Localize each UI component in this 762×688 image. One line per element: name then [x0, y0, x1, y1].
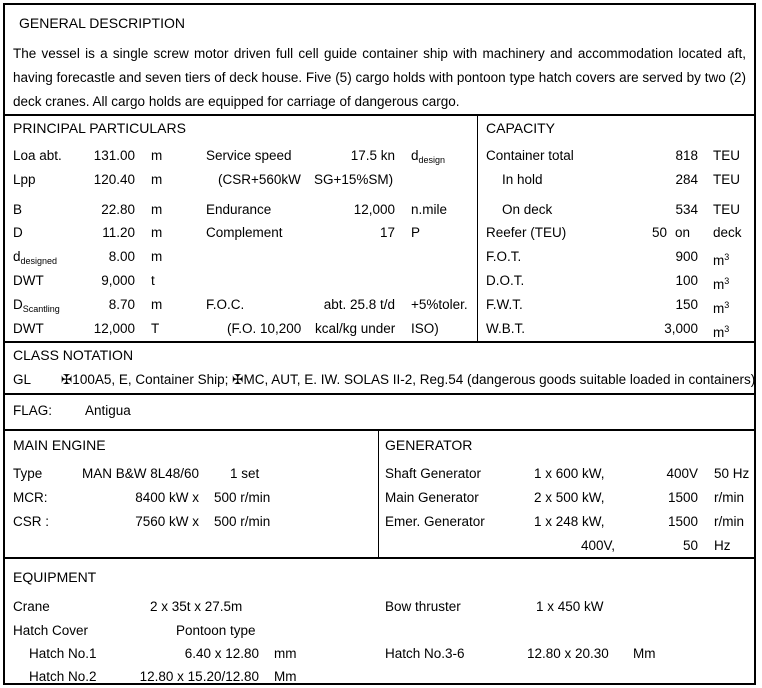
loa-label: Loa abt. [13, 148, 62, 163]
on-deck-label: On deck [502, 202, 553, 217]
engine-type-value: MAN B&W 8L48/60 [82, 466, 200, 481]
lpp-unit: m [151, 172, 163, 187]
crane-value: 2 x 35t x 27.5m [150, 599, 243, 614]
class-title: CLASS NOTATION [13, 347, 134, 363]
mcr-label: MCR: [13, 490, 48, 505]
wbt-label: W.B.T. [486, 321, 526, 336]
container-total-value: 818 [675, 148, 698, 163]
flag-label: FLAG: [13, 403, 53, 418]
hatch-1-label: Hatch No.1 [29, 646, 97, 661]
spec-sheet [3, 3, 756, 685]
emer-generator-unit: r/min [714, 514, 744, 529]
complement-unit: P [411, 225, 421, 240]
bow-thruster-value: 1 x 450 kW [536, 599, 604, 614]
in-hold-unit: TEU [713, 172, 740, 187]
in-hold-label: In hold [502, 172, 543, 187]
mcr-rpm: 500 r/min [214, 490, 271, 505]
emer-generator-freq: 50 [682, 538, 698, 553]
flag-section [5, 395, 754, 431]
endurance-label: Endurance [206, 202, 272, 217]
dwt-scantling-label: DWT [13, 321, 44, 336]
service-speed-note-sg: SG+15%SM) [314, 172, 394, 187]
general-title: GENERAL DESCRIPTION [19, 15, 185, 31]
d-scantling-unit: m [151, 297, 163, 312]
bow-thruster-label: Bow thruster [385, 599, 461, 614]
on-deck-value: 534 [675, 202, 698, 217]
capacity-title: CAPACITY [486, 120, 555, 136]
d-scantling-value: 8.70 [108, 297, 135, 312]
endurance-value: 12,000 [353, 202, 395, 217]
shaft-generator-label: Shaft Generator [385, 466, 482, 481]
fwt-label: F.W.T. [486, 297, 523, 312]
d-designed-value: 8.00 [108, 249, 135, 264]
endurance-unit: n.mile [411, 202, 448, 217]
class-gl: GL [13, 372, 32, 387]
dwt-scantling-value: 12,000 [93, 321, 135, 336]
hatch-3-6-value: 12.80 x 20.30 [527, 646, 609, 661]
particulars-divider [477, 116, 478, 341]
hatch-2-unit: Mm [274, 669, 297, 684]
dot-value: 100 [675, 273, 698, 288]
fwt-value: 150 [675, 297, 698, 312]
foc-note-iso: ISO) [411, 321, 439, 336]
wbt-unit: $m^3$ [713, 324, 730, 340]
emer-generator-qty: 1 x 248 kW, [534, 514, 605, 529]
dwt-scantling-unit: T [151, 321, 160, 336]
emer-generator-speed: 1500 [667, 514, 698, 529]
hatch-3-6-label: Hatch No.3-6 [385, 646, 465, 661]
foc-tolerance: +5%toler. [411, 297, 468, 312]
hatch-2-label: Hatch No.2 [29, 669, 97, 684]
engine-title: MAIN ENGINE [13, 437, 106, 453]
loa-value: 131.00 [93, 148, 135, 163]
main-generator-speed: 1500 [667, 490, 698, 505]
b-value: 22.80 [101, 202, 135, 217]
generator-title: GENERATOR [385, 437, 473, 453]
fot-value: 900 [675, 249, 698, 264]
d-unit: m [151, 225, 163, 240]
emer-generator-voltage: 400V, [581, 538, 616, 553]
foc-note-kcal: kcal/kg under [315, 321, 396, 336]
emer-generator-label: Emer. Generator [385, 514, 485, 529]
wbt-value: 3,000 [664, 321, 698, 336]
hatch-cover-label: Hatch Cover [13, 623, 89, 638]
container-total-label: Container total [486, 148, 574, 163]
dwt-value: 9,000 [101, 273, 135, 288]
main-generator-qty: 2 x 500 kW, [534, 490, 605, 505]
foc-label: F.O.C. [206, 297, 245, 312]
reefer-deck: deck [713, 225, 742, 240]
d-designed-label: $d_{designed}$ [13, 249, 58, 266]
foc-note-fo: (F.O. 10,200 [227, 321, 302, 336]
complement-value: 17 [379, 225, 395, 240]
container-total-unit: TEU [713, 148, 740, 163]
equipment-title: EQUIPMENT [13, 569, 97, 585]
fwt-unit: $m^3$ [713, 300, 730, 316]
b-label: B [13, 202, 23, 217]
reefer-value: 50 [651, 225, 667, 240]
d-label: D [13, 225, 23, 240]
hatch-cover-type: Pontoon type [176, 623, 256, 638]
equipment-section [5, 559, 754, 683]
mcr-value: 8400 kW x [135, 490, 199, 505]
d-designed-unit: m [151, 249, 163, 264]
class-notation-text: ✠100A5, E, Container Ship; ✠MC, AUT, E. IW. SOLAS II-2, Reg.54 (dangerous goods suitable loaded in containers) [61, 372, 756, 387]
general-section [5, 5, 754, 116]
shaft-generator-voltage: 400V [666, 466, 698, 481]
reefer-on: on [675, 225, 691, 240]
service-speed-draft: $d_{design}$ [411, 148, 446, 165]
csr-value: 7560 kW x [135, 514, 199, 529]
fot-label: F.O.T. [486, 249, 522, 264]
emer-generator-hz: Hz [714, 538, 731, 553]
b-unit: m [151, 202, 163, 217]
crane-label: Crane [13, 599, 50, 614]
engine-section [5, 431, 754, 559]
hatch-1-unit: mm [274, 646, 297, 661]
service-speed-label: Service speed [206, 148, 292, 163]
csr-label: CSR : [13, 514, 50, 529]
engine-type-set: 1 set [230, 466, 260, 481]
hatch-3-6-unit: Mm [633, 646, 656, 661]
on-deck-unit: TEU [713, 202, 740, 217]
dwt-unit: t [151, 273, 155, 288]
lpp-label: Lpp [13, 172, 36, 187]
general-text: The vessel is a single screw motor driven full cell guide container ship with machinery and accommodation located aft, having forecastle and seven tiers of deck house. Five (5) cargo holds with pontoon type hatch covers are served by two (2) deck cranes. All cargo holds are equipped for carriage of dangerous cargo. [13, 46, 746, 109]
main-generator-label: Main Generator [385, 490, 479, 505]
particulars-section [5, 116, 754, 343]
hatch-1-value: 6.40 x 12.80 [184, 646, 259, 661]
dwt-label: DWT [13, 273, 44, 288]
in-hold-value: 284 [675, 172, 698, 187]
reefer-label: Reefer (TEU) [486, 225, 567, 240]
foc-value: abt. 25.8 t/d [323, 297, 395, 312]
csr-rpm: 500 r/min [214, 514, 271, 529]
loa-unit: m [151, 148, 163, 163]
engine-divider [378, 431, 379, 557]
hatch-2-value: 12.80 x 15.20/12.80 [139, 669, 259, 684]
service-speed-value: 17.5 kn [350, 148, 395, 163]
d-scantling-label: $D_{Scantling}$ [13, 297, 60, 314]
engine-type-label: Type [13, 466, 43, 481]
dot-unit: $m^3$ [713, 276, 730, 292]
complement-label: Complement [206, 225, 283, 240]
shaft-generator-qty: 1 x 600 kW, [534, 466, 605, 481]
d-value: 11.20 [102, 225, 135, 240]
dot-label: D.O.T. [486, 273, 525, 288]
principal-title: PRINCIPAL PARTICULARS [13, 120, 186, 136]
lpp-value: 120.40 [93, 172, 135, 187]
shaft-generator-freq: 50 Hz [714, 466, 750, 481]
main-generator-unit: r/min [714, 490, 744, 505]
service-speed-note-csr: (CSR+560kW [218, 172, 301, 187]
class-section [5, 343, 754, 395]
flag-value: Antigua [85, 403, 131, 418]
fot-unit: $m^3$ [713, 252, 730, 268]
